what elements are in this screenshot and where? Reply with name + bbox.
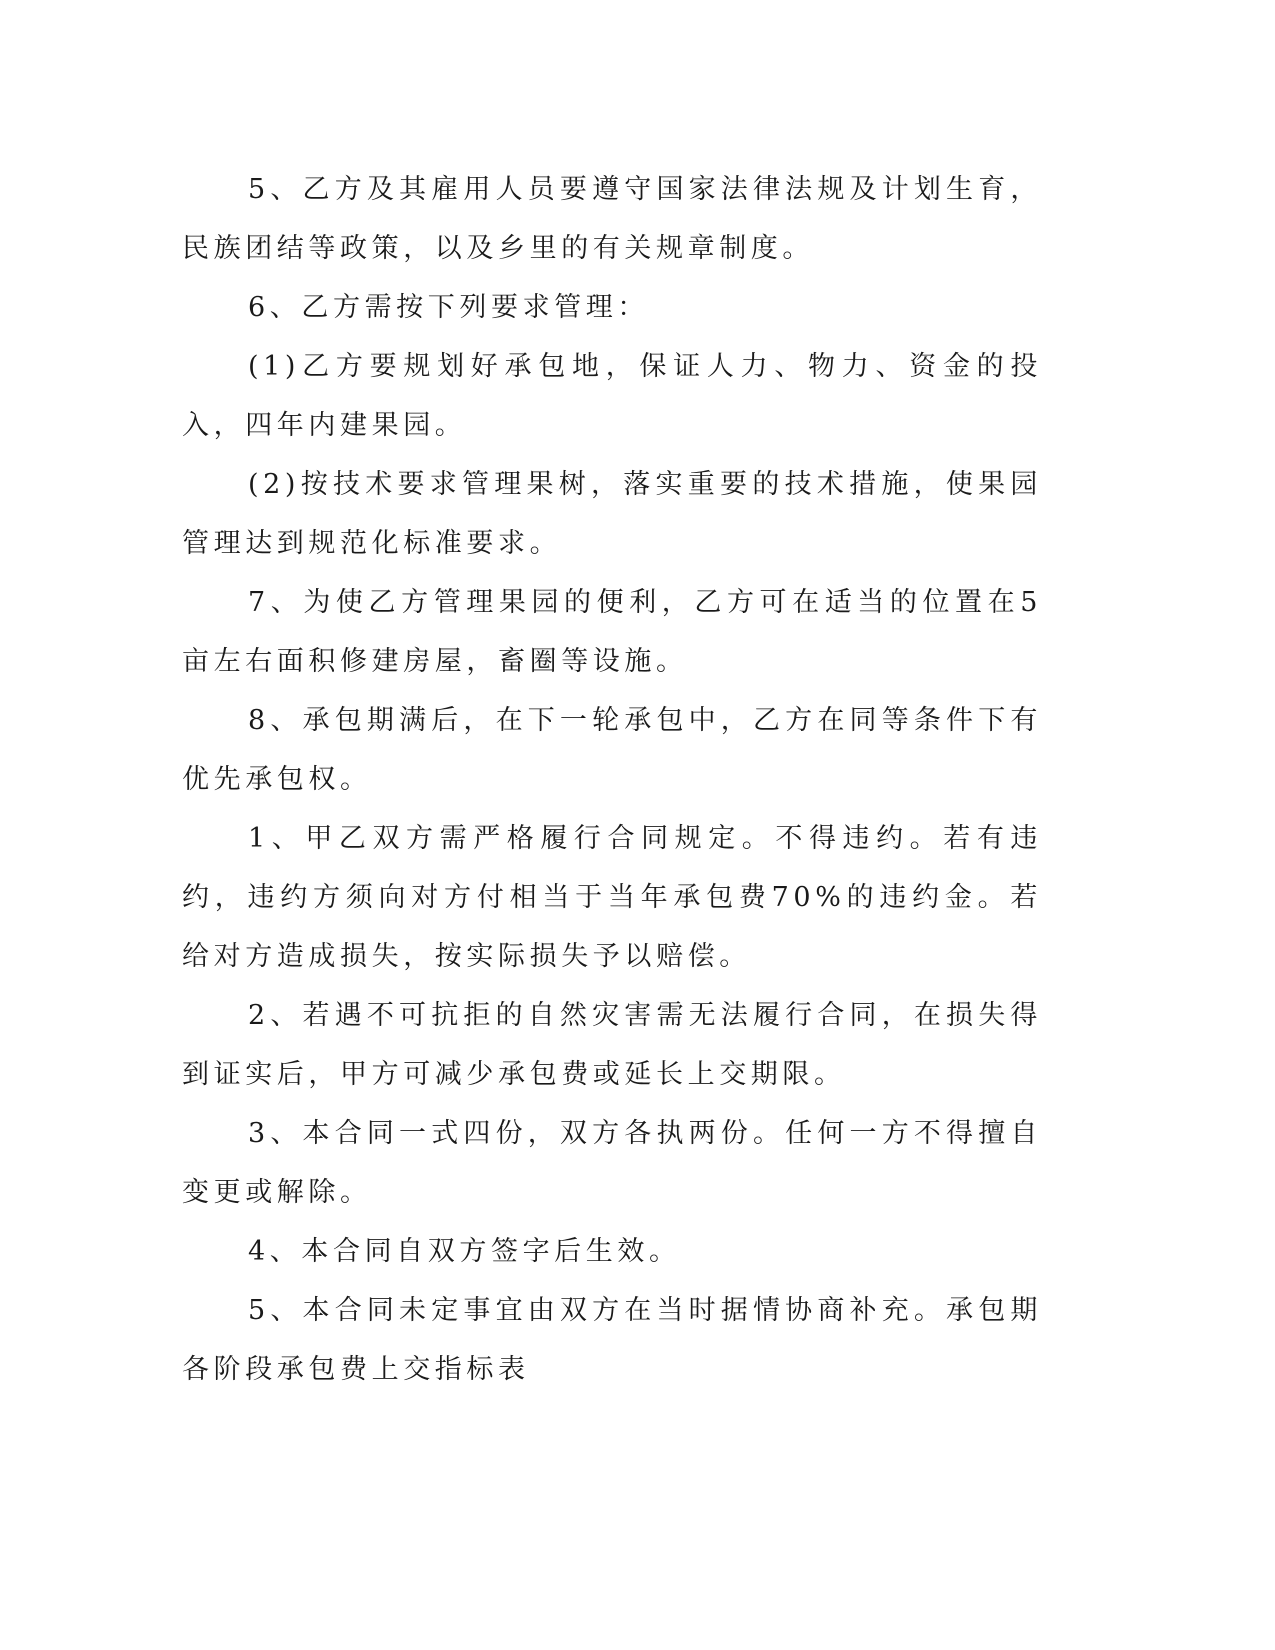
clause-paragraph: 4、本合同自双方签字后生效。 (248, 1236, 681, 1267)
clause-paragraph: (1)乙方要规划好承包地，保证人力、物力、资金的投入，四年内建果园。 (182, 351, 1042, 441)
clause-paragraph: (2)按技术要求管理果树，落实重要的技术措施，使果园管理达到规范化标准要求。 (182, 469, 1042, 559)
clause-paragraph: 1、甲乙双方需严格履行合同规定。不得违约。若有违约，违约方须向对方付相当于当年承包费70%的违约金。若给对方造成损失，按实际损失予以赔偿。 (182, 823, 1042, 972)
clause-paragraph: 7、为使乙方管理果园的便利，乙方可在适当的位置在5亩左右面积修建房屋，畜圈等设施。 (182, 587, 1042, 677)
clause-paragraph: 6、乙方需按下列要求管理： (248, 292, 649, 323)
clause-paragraph: 2、若遇不可抗拒的自然灾害需无法履行合同，在损失得到证实后，甲方可减少承包费或延长上交期限。 (182, 1000, 1042, 1090)
document-body (182, 160, 1042, 1399)
clause-paragraph: 8、承包期满后，在下一轮承包中，乙方在同等条件下有优先承包权。 (182, 705, 1042, 795)
clause-paragraph: 5、乙方及其雇用人员要遵守国家法律法规及计划生育，民族团结等政策，以及乡里的有关规章制度。 (182, 174, 1042, 264)
clause-paragraph: 3、本合同一式四份，双方各执两份。任何一方不得擅自变更或解除。 (182, 1118, 1042, 1208)
clause-paragraph: 5、本合同未定事宜由双方在当时据情协商补充。承包期各阶段承包费上交指标表 (182, 1295, 1042, 1385)
